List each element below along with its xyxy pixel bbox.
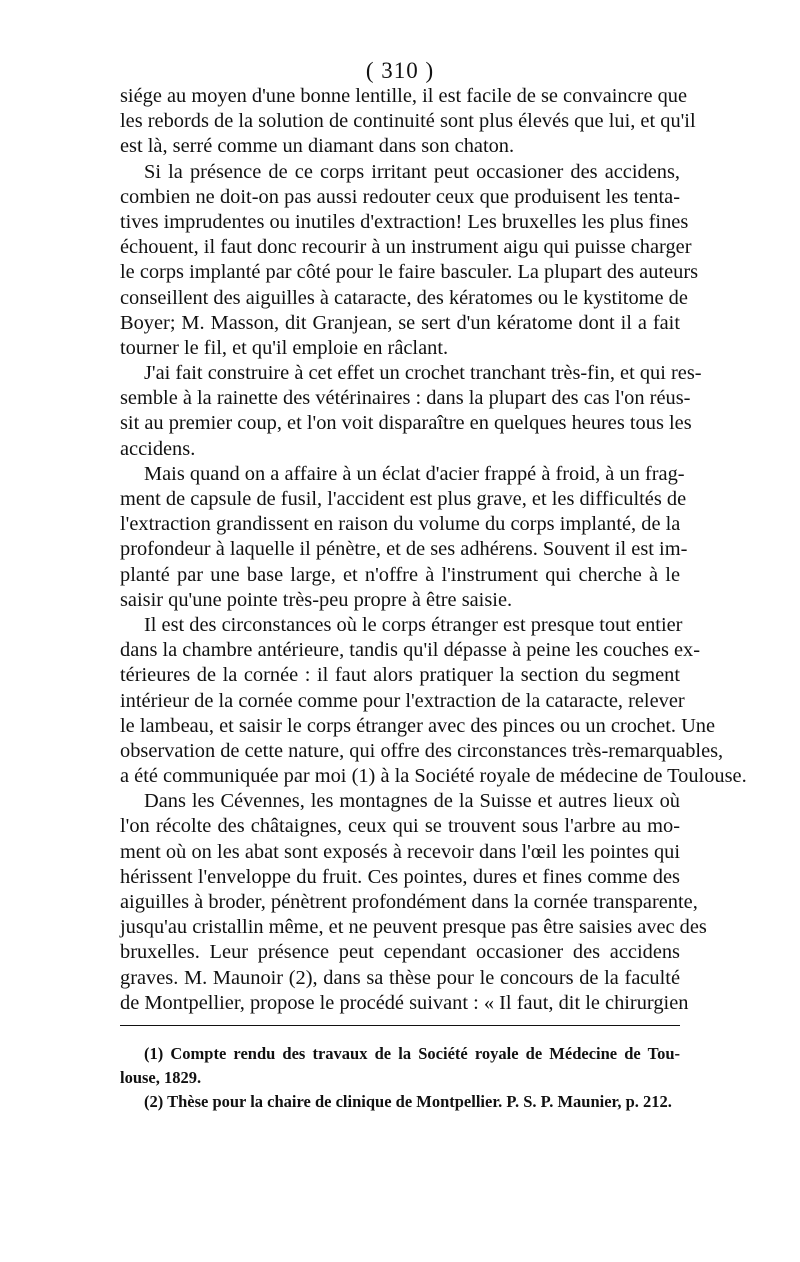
text-line: intérieur de la cornée comme pour l'extraction de la cataracte, relever	[120, 689, 685, 712]
text-line: est là, serré comme un diamant dans son chaton.	[120, 135, 515, 158]
text-line: profondeur à laquelle il pénètre, et de ses adhérens. Souvent il est im-	[120, 538, 688, 561]
text-line: Il est des circonstances où le corps étranger est presque tout entier	[144, 613, 683, 636]
paragraph	[120, 789, 707, 1016]
text-line: bruxelles. Leur présence peut cependant occasioner des accidens	[120, 941, 680, 964]
text-line: tives imprudentes ou inutiles d'extraction! Les bruxelles les plus fines	[120, 210, 689, 233]
text-line: hérissent l'enveloppe du fruit. Ces pointes, dures et fines comme des	[120, 865, 680, 888]
text-line: planté par une base large, et n'offre à l'instrument qui cherche à le	[120, 563, 680, 586]
text-line: dans la chambre antérieure, tandis qu'il dépasse à peine les couches ex-	[120, 639, 701, 662]
text-line: jusqu'au cristallin même, et ne peuvent presque pas être saisies avec des	[120, 916, 707, 939]
footnote-rule	[120, 1025, 680, 1026]
text-line: J'ai fait construire à cet effet un crochet tranchant très-fin, et qui res-	[144, 362, 702, 385]
text-line: le corps implanté par côté pour le faire basculer. La plupart des auteurs	[120, 261, 699, 284]
paragraph	[120, 84, 696, 160]
text-line: graves. M. Maunoir (2), dans sa thèse pour le concours de la faculté	[120, 966, 680, 989]
text-line: les rebords de la solution de continuité sont plus élevés que lui, et qu'il	[120, 110, 696, 133]
page-number: ( 310 )	[365, 58, 435, 83]
text-line: observation de cette nature, qui offre des circonstances très-remarquables,	[120, 739, 724, 762]
text-line: Boyer; M. Masson, dit Granjean, se sert d'un kératome dont il a fait	[120, 311, 680, 334]
paragraph	[120, 462, 688, 613]
text-line: Mais quand on a affaire à un éclat d'acier frappé à froid, à un frag-	[144, 462, 685, 485]
text-line: le lambeau, et saisir le corps étranger avec des pinces ou un crochet. Une	[120, 714, 716, 737]
footnote-line: (1) Compte rendu des travaux de la Société royale de Médecine de Tou-	[144, 1044, 680, 1063]
text-line: a été communiquée par moi (1) à la Société royale de médecine de Toulouse.	[120, 765, 747, 788]
text-line: ment de capsule de fusil, l'accident est plus grave, et les difficultés de	[120, 488, 687, 510]
text-line: conseillent des aiguilles à cataracte, des kératomes ou le kystitome de	[120, 286, 688, 309]
paragraph	[120, 361, 702, 462]
paragraph	[120, 160, 699, 362]
text-line: accidens.	[120, 437, 196, 460]
footnotes	[120, 1042, 680, 1114]
text-line: l'on récolte des châtaignes, ceux qui se trouvent sous l'arbre au mo-	[120, 815, 680, 838]
body-text	[120, 84, 747, 1016]
text-line: sit au premier coup, et l'on voit disparaître en quelques heures tous les	[120, 412, 692, 435]
text-line: échouent, il faut donc recourir à un instrument aigu qui puisse charger	[120, 236, 692, 259]
footnote	[120, 1042, 680, 1090]
text-line: térieures de la cornée : il faut alors pratiquer la section du segment	[120, 664, 680, 687]
text-line: saisir qu'une pointe très-peu propre à être saisie.	[120, 588, 513, 611]
text-line: semble à la rainette des vétérinaires : dans la plupart des cas l'on réus-	[120, 387, 691, 410]
footnote	[120, 1090, 680, 1114]
text-line: aiguilles à broder, pénètrent profondément dans la cornée transparente,	[120, 891, 698, 913]
text-line: ment où on les abat sont exposés à recevoir dans l'œil les pointes qui	[120, 840, 680, 863]
text-line: Si la présence de ce corps irritant peut occasioner des accidens,	[144, 160, 680, 183]
paragraph	[120, 613, 747, 789]
footnote-line: louse, 1829.	[120, 1068, 202, 1087]
text-line: siége au moyen d'une bonne lentille, il est facile de se convaincre que	[120, 85, 688, 107]
text-line: Dans les Cévennes, les montagnes de la Suisse et autres lieux où	[144, 790, 680, 813]
text-line: tourner le fil, et qu'il emploie en râclant.	[120, 336, 449, 359]
text-line: l'extraction grandissent en raison du volume du corps implanté, de la	[120, 513, 681, 536]
text-line: combien ne doit-on pas aussi redouter ceux que produisent les tenta-	[120, 185, 680, 208]
footnote-line: (2) Thèse pour la chaire de clinique de Montpellier. P. S. P. Maunier, p. 212.	[144, 1092, 672, 1111]
text-line: de Montpellier, propose le procédé suivant : « Il faut, dit le chirurgien	[120, 991, 689, 1014]
